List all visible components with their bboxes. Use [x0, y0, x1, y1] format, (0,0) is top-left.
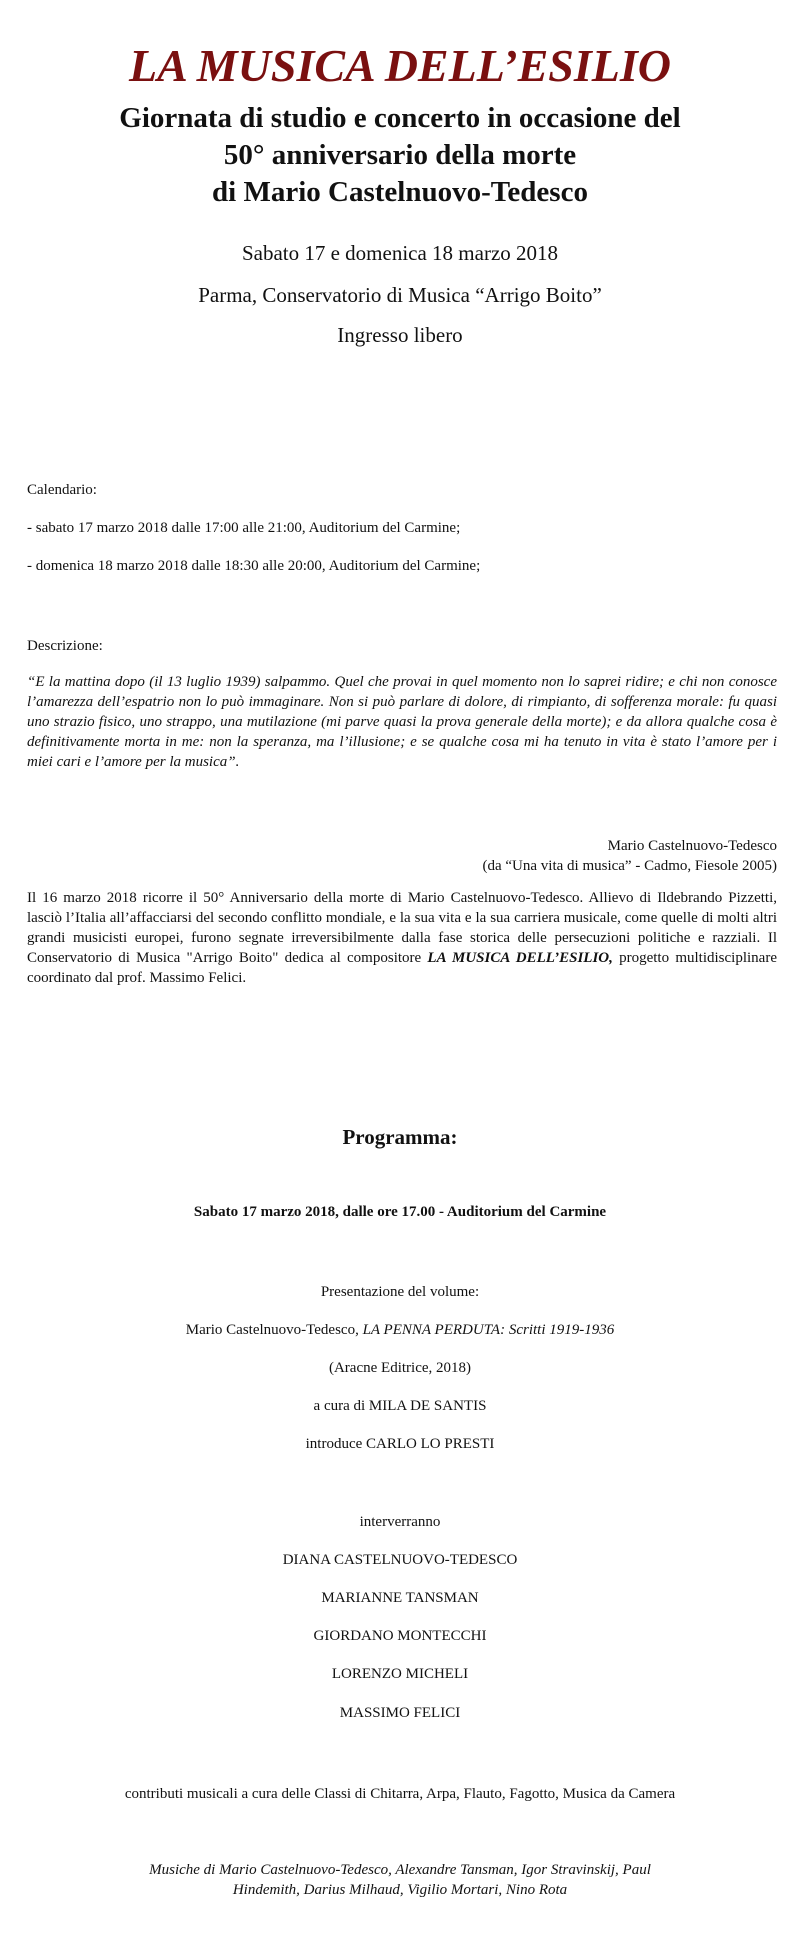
presentation-label: Presentazione del volume:: [320, 1284, 480, 1300]
music-composers-line: Musiche di Mario Castelnuovo-Tedesco, Alexandre Tansman, Igor Stravinskij, Paul: [149, 1862, 651, 1878]
quote-source: (da “Una vita di musica” - Cadmo, Fiesole 2005): [482, 858, 777, 874]
event-subtitle: [40, 100, 760, 211]
body-emphasis: LA MUSICA DELL’ESILIO,: [427, 950, 613, 966]
speaker-name: GIORDANO MONTECCHI: [313, 1628, 487, 1644]
subtitle-line: 50° anniversario della morte: [223, 139, 577, 171]
speaker-name: MASSIMO FELICI: [339, 1705, 461, 1721]
book-introducer: introduce CARLO LO PRESTI: [305, 1436, 495, 1452]
calendar-item: - domenica 18 marzo 2018 dalle 18:30 alle 20:00, Auditorium del Carmine;: [27, 558, 481, 574]
program-heading: Programma:: [342, 1125, 458, 1149]
calendar-heading: Calendario:: [27, 482, 97, 498]
event-title: LA MUSICA DELL’ESILIO: [129, 40, 671, 91]
book-title: LA PENNA PERDUTA: Scritti 1919-1936: [362, 1322, 615, 1338]
subtitle-line: Giornata di studio e concerto in occasione del: [119, 102, 681, 134]
speaker-name: LORENZO MICHELI: [331, 1666, 469, 1682]
event-entry: Ingresso libero: [337, 323, 463, 347]
quote-paragraph: “E la mattina dopo (il 13 luglio 1939) salpammo. Quel che provai in quel momento non lo saprei ridire; e chi non conosce l’amarezza dell’espatrio non lo può immaginare. Non si può parlare di dolore, di rimpianto, di sofferenza morale: fu quasi uno strazio fisico, uno strappo, una mutilazione (mi parve quasi la prova generale della morte); e da allora qualche cosa è definitivamente morta in me: non la speranza, ma l’illusione; e se qualche cosa mi ha tenuto in vita è stato l’amore per i miei cari e l’amore per la musica”.: [27, 674, 777, 770]
speaker-name: MARIANNE TANSMAN: [321, 1590, 479, 1606]
music-contributions: contributi musicali a cura delle Classi di Chitarra, Arpa, Flauto, Fagotto, Musica da Camera: [124, 1786, 676, 1802]
quote-author: Mario Castelnuovo-Tedesco: [607, 838, 777, 854]
description-heading: Descrizione:: [27, 638, 103, 654]
speakers-heading: interverranno: [359, 1514, 441, 1530]
book-author: Mario Castelnuovo-Tedesco,: [185, 1322, 363, 1338]
subtitle-line: di Mario Castelnuovo-Tedesco: [212, 176, 588, 208]
event-venue: Parma, Conservatorio di Musica “Arrigo Boito”: [198, 283, 602, 307]
body-text: progetto multidisciplinare coordinato dal prof. Massimo Felici.: [27, 950, 777, 986]
program-session: Sabato 17 marzo 2018, dalle ore 17.00 - Auditorium del Carmine: [193, 1204, 607, 1220]
book-line: [0, 1320, 800, 1340]
music-composers-line: Hindemith, Darius Milhaud, Vigilio Mortari, Nino Rota: [232, 1882, 568, 1898]
speaker-name: DIANA CASTELNUOVO-TEDESCO: [282, 1552, 518, 1568]
book-publisher: (Aracne Editrice, 2018): [328, 1360, 472, 1376]
book-editor: a cura di MILA DE SANTIS: [313, 1398, 487, 1414]
event-dates: Sabato 17 e domenica 18 marzo 2018: [241, 241, 559, 265]
description-body: [27, 888, 777, 988]
body-text: Il 16 marzo 2018 ricorre il 50° Anniversario della morte di Mario Castelnuovo-Tedesco. Allievo di Ildebrando Pizzetti, lasciò l’Italia all’affacciarsi del secondo conflitto mondiale, e la sua vita e la sua carriera musicale, come quelle di molti altri grandi musicisti europei, furono segnate irreversibilmente dalla fase storica delle persecuzioni politiche e razziali. Il Conservatorio di Musica "Arrigo Boito" dedica al compositore: [27, 890, 777, 966]
calendar-item: - sabato 17 marzo 2018 dalle 17:00 alle 21:00, Auditorium del Carmine;: [27, 520, 461, 536]
